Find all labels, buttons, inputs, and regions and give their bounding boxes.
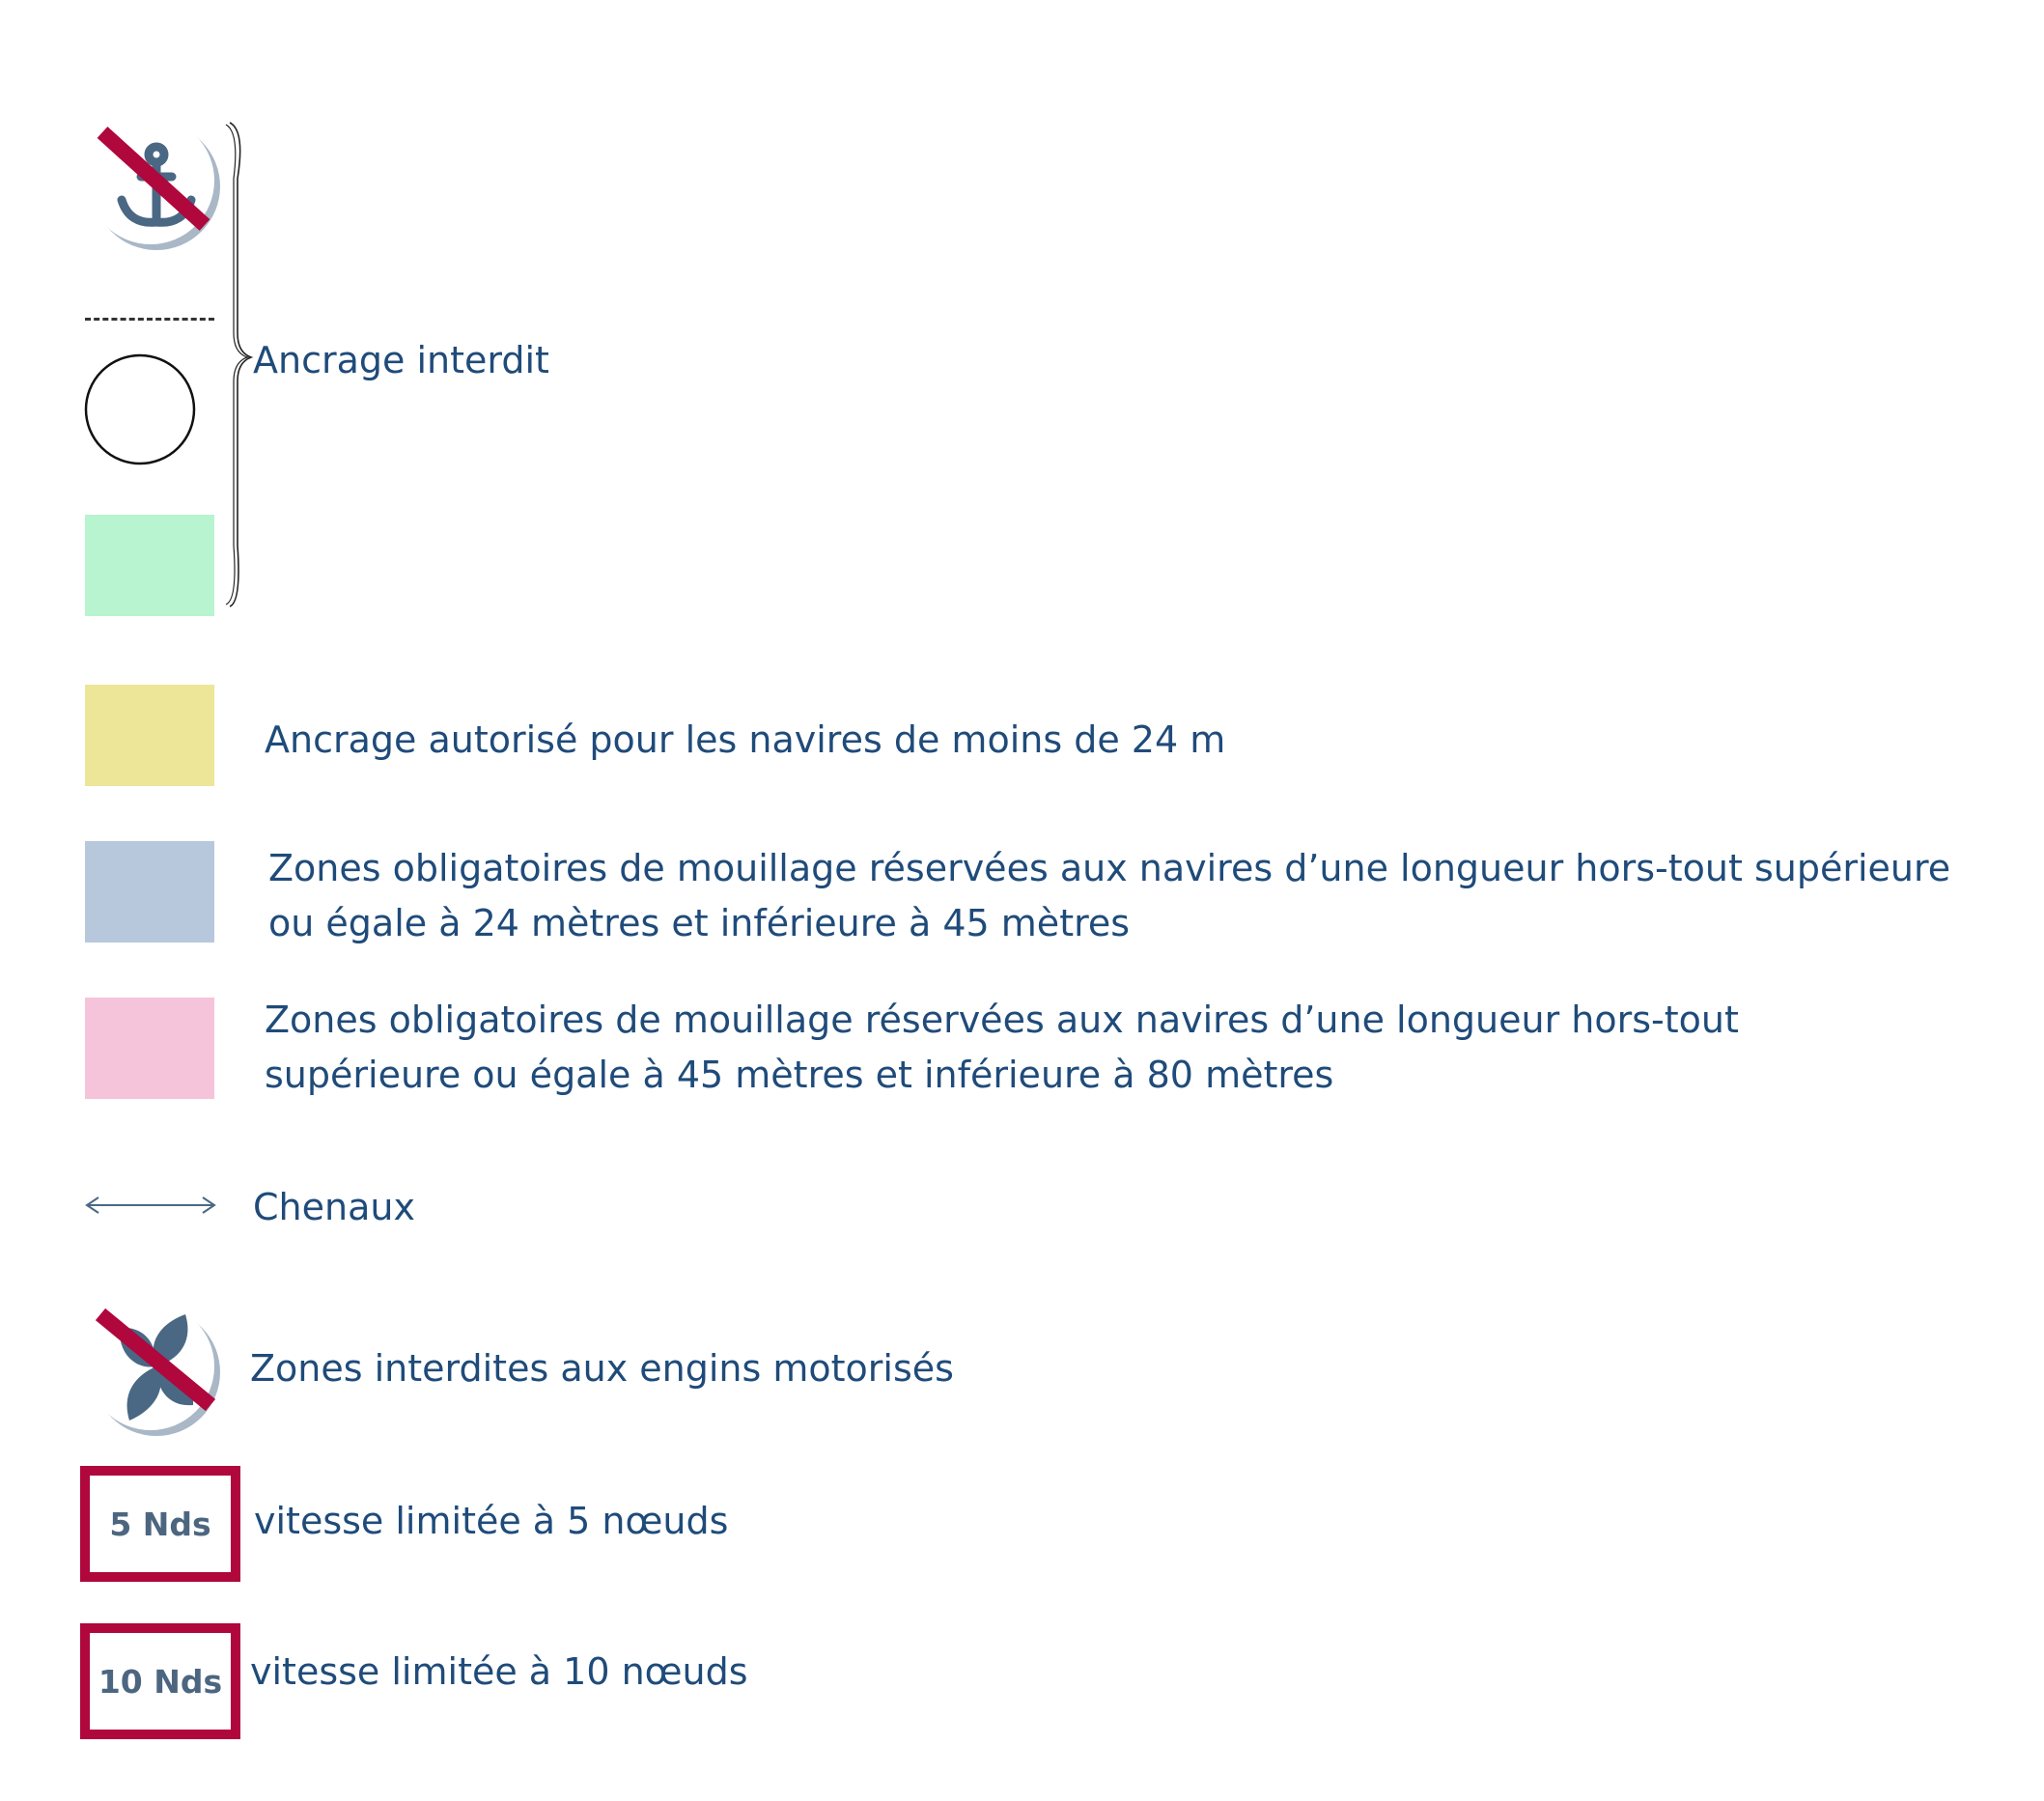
double-arrow-icon	[83, 1194, 218, 1217]
mooring-45-80-label-line2: supérieure ou égale à 45 mètres et inférieure à 80 mètres	[265, 1054, 1334, 1096]
no-propeller-icon	[81, 1297, 226, 1442]
mooring-24-45-label-line2: ou égale à 24 mètres et inférieure à 45 mètres	[268, 902, 1131, 944]
anchor-allowed-label: Ancrage autorisé pour les navires de moins de 24 m	[265, 718, 1226, 761]
mooring-24-45-label-line1: Zones obligatoires de mouillage réservées aux navires d’une longueur hors-tout supérieure	[268, 847, 1951, 889]
pink-zone-swatch	[85, 998, 214, 1099]
dashed-line-icon	[85, 318, 214, 321]
yellow-zone-swatch	[85, 685, 214, 786]
mooring-45-80-label-line1: Zones obligatoires de mouillage réservées aux navires d’une longueur hors-tout	[265, 999, 1739, 1041]
channels-label: Chenaux	[253, 1186, 415, 1228]
group-brace-icon	[224, 121, 255, 608]
speed-5-label: vitesse limitée à 5 nœuds	[254, 1500, 729, 1542]
anchor-forbidden-label: Ancrage interdit	[253, 339, 549, 381]
circle-outline-icon	[83, 352, 197, 466]
speed-5-badge: 5 Nds	[80, 1466, 240, 1582]
blue-zone-swatch	[85, 841, 214, 943]
speed-10-badge: 10 Nds	[80, 1623, 240, 1739]
green-zone-swatch	[85, 515, 214, 616]
motor-forbidden-label: Zones interdites aux engins motorisés	[250, 1347, 954, 1390]
no-anchor-icon	[81, 111, 226, 256]
speed-10-label: vitesse limitée à 10 nœuds	[250, 1650, 748, 1693]
